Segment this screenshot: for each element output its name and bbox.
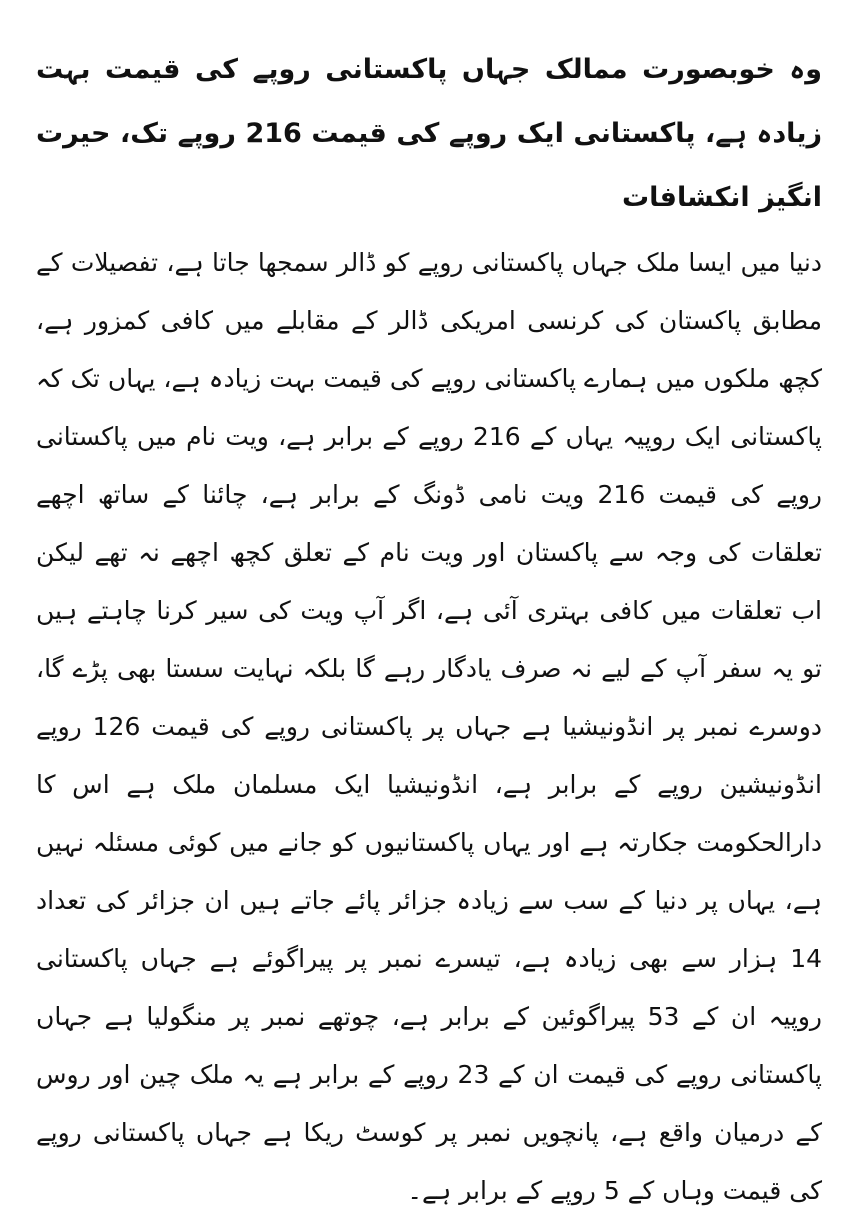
article-body: دنیا میں ایسا ملک جہاں پاکستانی روپے کو ڈالر سمجھا جاتا ہے، تفصیلات کے مطابق پاکستان کی کرنسی امریکی ڈالر کے مقابلے میں کافی کمزور ہے، کچھ ملکوں میں ہمارے پاکستانی روپے کی قیمت بہت زیادہ ہے، یہاں تک کہ پاکستانی ایک روپیہ یہاں کے 216 روپے کے برابر ہے، ویت نام میں پاکستانی روپے کی قیمت 216 ویت نامی ڈونگ کے برابر ہے، چائنا کے ساتھ اچھے تعلقات کی وجہ سے پاکستان اور ویت نام کے تعلق کچھ اچھے نہ تھے لیکن اب تعلقات میں کافی بہتری آئی ہے، اگر آپ ویت کی سیر کرنا چاہتے ہیں تو یہ سفر آپ کے لیے نہ صرف یادگار رہے گا بلکہ نہایت سستا بھی پڑے گا، دوسرے نمبر پر انڈونیشیا ہے جہاں پر پاکستانی روپے کی قیمت 126 روپے انڈونیشین روپے کے برابر ہے، انڈونیشیا ایک مسلمان ملک ہے اس کا دارالحکومت جکارتہ ہے اور یہاں پاکستانیوں کو جانے میں کوئی مسئلہ نہیں ہے، یہاں پر دنیا کے سب سے زیادہ جزائر پائے جاتے ہیں ان جزائر کی تعداد 14 ہزار سے بھی زیادہ ہے، تیسرے نمبر پر پیراگوئے ہے جہاں پاکستانی روپیہ ان کے 53 پیراگوئین کے برابر ہے، چوتھے نمبر پر منگولیا ہے جہاں پاکستانی روپے کی قیمت ان کے 23 روپے کے برابر ہے یہ ملک چین اور روس کے درمیان واقع ہے، پانچویں نمبر پر کوسٹ ریکا ہے جہاں پاکستانی روپے کی قیمت وہاں کے 5 روپے کے برابر ہے۔ [36,248,822,1205]
article-headline: وہ خوبصورت ممالک جہاں پاکستانی روپے کی قیمت بہت زیادہ ہے، پاکستانی ایک روپے کی قیمت 216 روپے تک، حیرت انگیز انکشافات [36,54,822,213]
